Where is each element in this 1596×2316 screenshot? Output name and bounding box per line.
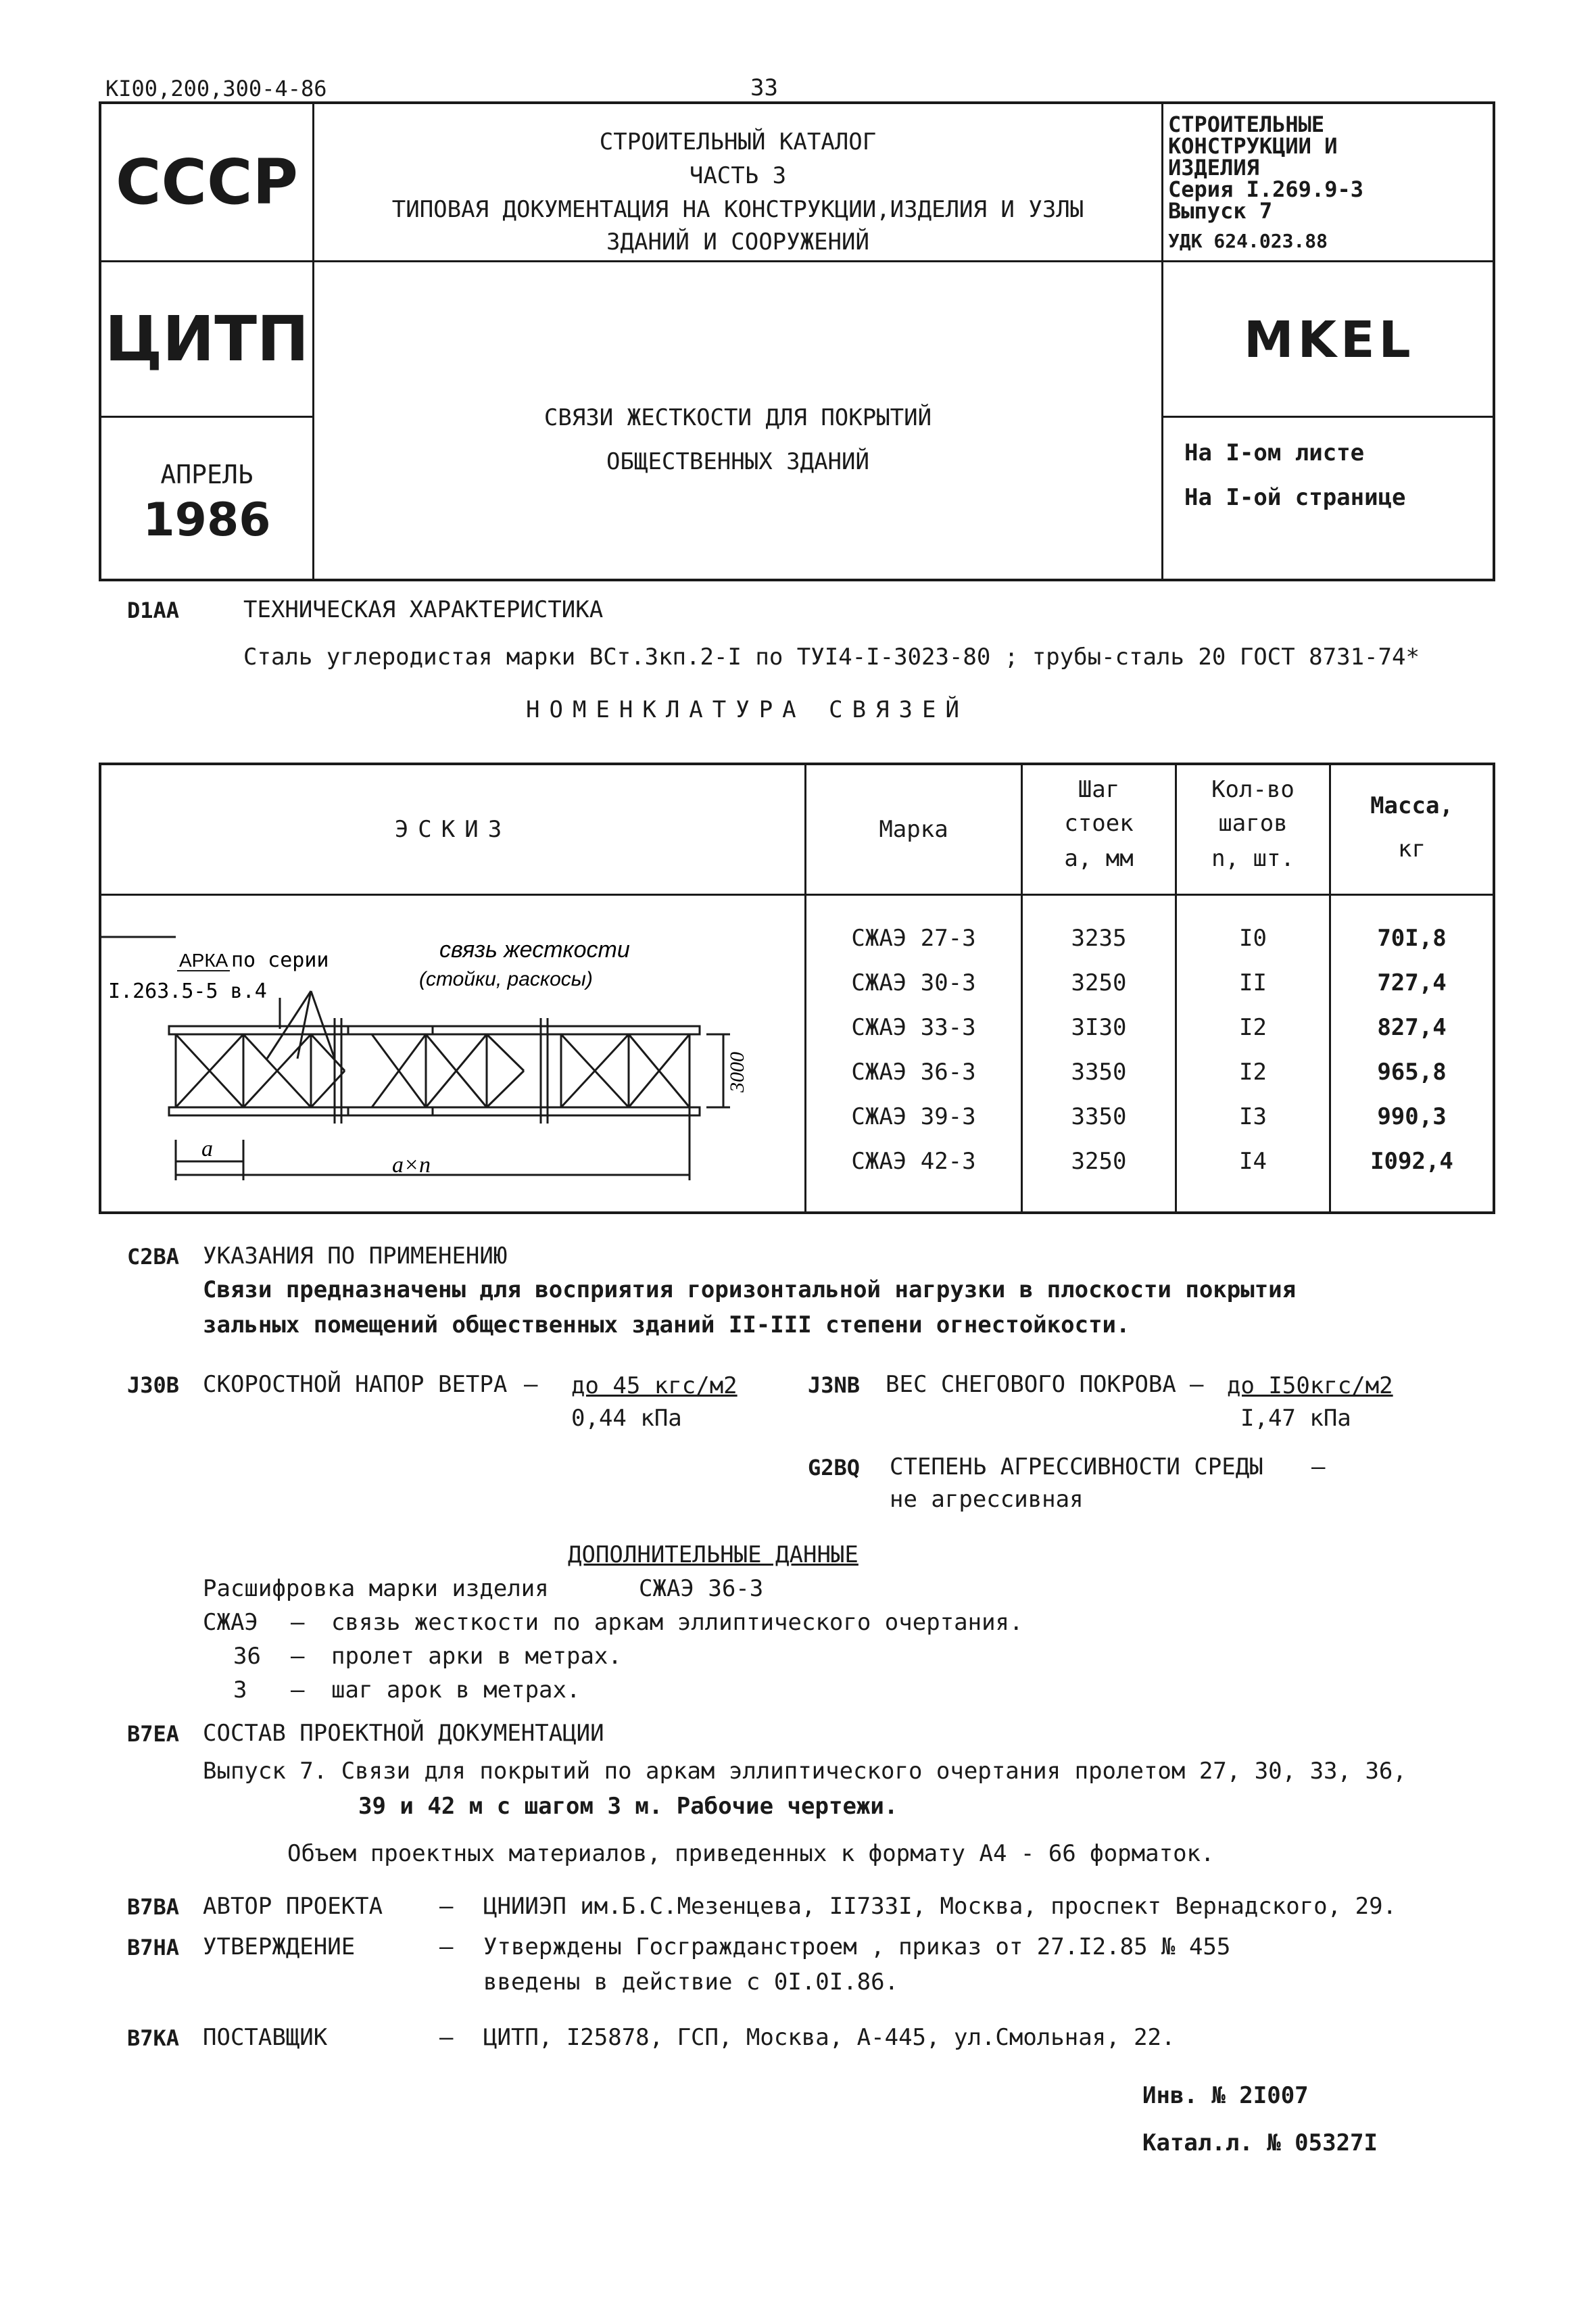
author-dash: – xyxy=(439,1893,454,1920)
row-step: 3250 xyxy=(1071,1148,1127,1175)
arch-series-label: по серии xyxy=(231,948,329,972)
composition-code: В7ЕА xyxy=(127,1721,180,1747)
steel-text: Сталь углеродистая марки ВСт.3кп.2-I по ТУI4-I-3023-80 ; трубы-сталь 20 ГОСТ 8731-74* xyxy=(243,644,1420,671)
row-count: I0 xyxy=(1239,925,1267,952)
catalog-sheet-number: Катал.л. № 05327I xyxy=(1142,2129,1378,2156)
decode-val2: пролет арки в метрах. xyxy=(331,1643,622,1670)
doc-code: KI00,200,300-4-86 xyxy=(105,76,327,101)
tech-code: D1АА xyxy=(127,598,180,623)
udk-label: УДК 624.023.88 xyxy=(1168,230,1328,252)
bracing-sub: (стойки, раскосы) xyxy=(419,968,593,990)
ussr-label: СССР xyxy=(116,146,298,218)
table-right xyxy=(1493,763,1495,1214)
catalog-doc-type: ТИПОВАЯ ДОКУМЕНТАЦИЯ НА КОНСТРУКЦИИ,ИЗДЕЛИЯ И УЗЛЫ xyxy=(391,196,1084,223)
decode-val1: связь жесткости по аркам эллиптического очертания. xyxy=(331,1609,1023,1636)
supplier-value: ЦИТП, I25878, ГСП, Москва, А-445, ул.Смольная, 22. xyxy=(483,2024,1176,2051)
composition-line1: Выпуск 7. Связи для покрытий по аркам эллиптического очертания пролетом 27, 30, 33, 36, xyxy=(203,1758,1407,1785)
sheet-line1: На I-ом листе xyxy=(1184,439,1365,466)
citp-label: ЦИТП xyxy=(104,303,310,375)
decode-dash3: – xyxy=(291,1676,305,1704)
decode-dash2: – xyxy=(291,1643,305,1670)
bottom-chord-left xyxy=(169,1107,433,1115)
row-mark: СЖАЭ 30-3 xyxy=(851,969,976,996)
snow-value2: I,47 кПа xyxy=(1240,1405,1351,1432)
usage-line2: зальных помещений общественных зданий II-III степени огнестойкости. xyxy=(203,1311,1130,1338)
page-number: 33 xyxy=(750,74,778,101)
year-label: 1986 xyxy=(143,493,271,547)
wind-dash: – xyxy=(524,1371,538,1398)
col-count-l3: n, шт. xyxy=(1211,845,1295,872)
row-mass: 990,3 xyxy=(1377,1103,1447,1130)
decode-mark: СЖАЭ 36-3 xyxy=(639,1575,764,1602)
arch-label: АРКА xyxy=(179,950,228,971)
row-mark: СЖАЭ 36-3 xyxy=(851,1059,976,1086)
row-count: I2 xyxy=(1239,1059,1267,1086)
col-mass-l1: Масса, xyxy=(1370,792,1453,819)
row-count: I4 xyxy=(1239,1148,1267,1175)
divider-h2-right xyxy=(1161,416,1495,418)
top-chord-right xyxy=(348,1026,700,1034)
snow-dash: – xyxy=(1190,1371,1204,1398)
approval-line2: введены в действие с 0I.0I.86. xyxy=(483,1969,899,1996)
snow-label: ВЕС СНЕГОВОГО ПОКРОВА xyxy=(886,1371,1176,1398)
row-count: II xyxy=(1239,969,1267,996)
col-step-l2: стоек xyxy=(1064,810,1134,837)
tech-heading: ТЕХНИЧЕСКАЯ ХАРАКТЕРИСТИКА xyxy=(243,596,604,623)
col-sketch: ЭСКИЗ xyxy=(394,816,512,843)
dim-height: 3000 xyxy=(726,1052,748,1092)
col-mark: Марка xyxy=(879,816,948,843)
right-line3: ИЗДЕЛИЯ xyxy=(1168,155,1259,180)
decode-dash1: – xyxy=(291,1609,305,1636)
decode-key1: СЖАЭ xyxy=(203,1609,258,1636)
supplier-label: ПОСТАВЩИК xyxy=(203,2024,328,2051)
composition-line2: 39 и 42 м с шагом 3 м. Рабочие чертежи. xyxy=(358,1793,898,1820)
row-step: 3I30 xyxy=(1071,1014,1127,1041)
approval-code: В7НА xyxy=(127,1935,180,1960)
row-mark: СЖАЭ 27-3 xyxy=(851,925,976,952)
row-mass: 965,8 xyxy=(1377,1059,1447,1086)
top-chord-left xyxy=(169,1026,433,1034)
series-label: Серия I.269.9-3 xyxy=(1168,176,1363,202)
decode-key2: 36 xyxy=(233,1643,261,1670)
aggr-value: не агрессивная xyxy=(890,1486,1084,1513)
dim-an: а×n xyxy=(392,1153,431,1178)
table-bottom xyxy=(99,1211,1495,1214)
row-mark: СЖАЭ 39-3 xyxy=(851,1103,976,1130)
nomenclature-title: НОМЕНКЛАТУРА СВЯЗЕЙ xyxy=(526,696,969,723)
author-value: ЦНИИЭП им.Б.С.Мезенцева, II733I, Москва, проспект Вернадского, 29. xyxy=(483,1893,1397,1920)
subject-line1: СВЯЗИ ЖЕСТКОСТИ ДЛЯ ПОКРЫТИЙ xyxy=(543,404,932,431)
col-count-l1: Кол-во xyxy=(1211,776,1295,803)
decode-label: Расшифровка марки изделия xyxy=(203,1575,549,1602)
row-mass: 70I,8 xyxy=(1377,925,1447,952)
aggr-label: СТЕПЕНЬ АГРЕССИВНОСТИ СРЕДЫ xyxy=(890,1453,1263,1480)
sheet-line2: На I-ой странице xyxy=(1184,484,1406,511)
author-code: В7ВА xyxy=(127,1894,180,1920)
approval-label: УТВЕРЖДЕНИЕ xyxy=(203,1933,356,1960)
row-mass: 727,4 xyxy=(1377,969,1447,996)
subject-line2: ОБЩЕСТВЕННЫХ ЗДАНИЙ xyxy=(606,448,869,475)
row-mass: 827,4 xyxy=(1377,1014,1447,1041)
catalog-buildings: ЗДАНИЙ И СООРУЖЕНИЙ xyxy=(606,228,869,256)
row-count: I2 xyxy=(1239,1014,1267,1041)
wind-code: J30В xyxy=(127,1372,180,1398)
row-count: I3 xyxy=(1239,1103,1267,1130)
row-step: 3250 xyxy=(1071,969,1127,996)
bracing-sketch xyxy=(101,896,804,1211)
catalog-title: СТРОИТЕЛЬНЫЙ КАТАЛОГ xyxy=(599,128,877,155)
decode-key3: 3 xyxy=(233,1676,247,1704)
wind-value1: до 45 кгс/м2 xyxy=(571,1372,737,1399)
usage-code: С2ВА xyxy=(127,1244,180,1270)
bottom-chord-right xyxy=(348,1107,700,1115)
supplier-code: В7КА xyxy=(127,2025,180,2051)
wind-label: СКОРОСТНОЙ НАПОР ВЕТРА xyxy=(203,1371,508,1398)
approval-dash: – xyxy=(439,1933,454,1960)
right-line1: СТРОИТЕЛЬНЫЕ xyxy=(1168,112,1325,137)
right-line2: КОНСТРУКЦИИ И xyxy=(1168,133,1338,159)
divider-right xyxy=(1161,101,1163,581)
catalog-part: ЧАСТЬ 3 xyxy=(689,162,787,189)
supplier-dash: – xyxy=(439,2024,454,2051)
composition-volume: Объем проектных материалов, приведенных к формату А4 - 66 форматок. xyxy=(287,1840,1215,1867)
decode-val3: шаг арок в метрах. xyxy=(331,1676,581,1704)
arch-series-num: I.263.5-5 в.4 xyxy=(108,980,267,1003)
author-label: АВТОР ПРОЕКТА xyxy=(203,1893,383,1920)
usage-heading: УКАЗАНИЯ ПО ПРИМЕНЕНИЮ xyxy=(203,1243,508,1270)
row-mark: СЖАЭ 42-3 xyxy=(851,1148,976,1175)
col-step-l1: Шаг xyxy=(1078,776,1120,803)
row-mark: СЖАЭ 33-3 xyxy=(851,1014,976,1041)
frame-bottom xyxy=(99,579,1495,581)
row-step: 3235 xyxy=(1071,925,1127,952)
additional-heading: ДОПОЛНИТЕЛЬНЫЕ ДАННЫЕ xyxy=(568,1541,859,1568)
aggr-code: G2BQ xyxy=(808,1455,861,1480)
composition-heading: СОСТАВ ПРОЕКТНОЙ ДОКУМЕНТАЦИИ xyxy=(203,1720,604,1747)
issue-label: Выпуск 7 xyxy=(1168,198,1273,224)
row-mass: I092,4 xyxy=(1370,1148,1453,1175)
code-label: MKEL xyxy=(1244,311,1415,369)
aggr-dash: – xyxy=(1311,1453,1326,1480)
snow-value1: до I50кгс/м2 xyxy=(1227,1372,1393,1399)
divider-h2-left xyxy=(99,416,314,418)
frame-right xyxy=(1493,101,1495,581)
month-label: АПРЕЛЬ xyxy=(160,460,253,489)
inventory-number: Инв. № 2I007 xyxy=(1142,2082,1309,2109)
col-step-l3: а, мм xyxy=(1064,845,1134,872)
col-count-l2: шагов xyxy=(1218,810,1288,837)
col-mass-l2: кг xyxy=(1398,836,1426,863)
usage-line1: Связи предназначены для восприятия горизонтальной нагрузки в плоскости покрытия xyxy=(203,1276,1297,1303)
wind-value2: 0,44 кПа xyxy=(571,1405,682,1432)
table-header-bottom xyxy=(99,894,1495,896)
row-step: 3350 xyxy=(1071,1103,1127,1130)
dim-a: а xyxy=(201,1136,213,1161)
row-step: 3350 xyxy=(1071,1059,1127,1086)
bracing-label: связь жесткости xyxy=(439,937,630,963)
approval-line1: Утверждены Госгражданстроем , приказ от 27.I2.85 № 455 xyxy=(483,1933,1231,1960)
snow-code: J3NВ xyxy=(808,1372,861,1398)
